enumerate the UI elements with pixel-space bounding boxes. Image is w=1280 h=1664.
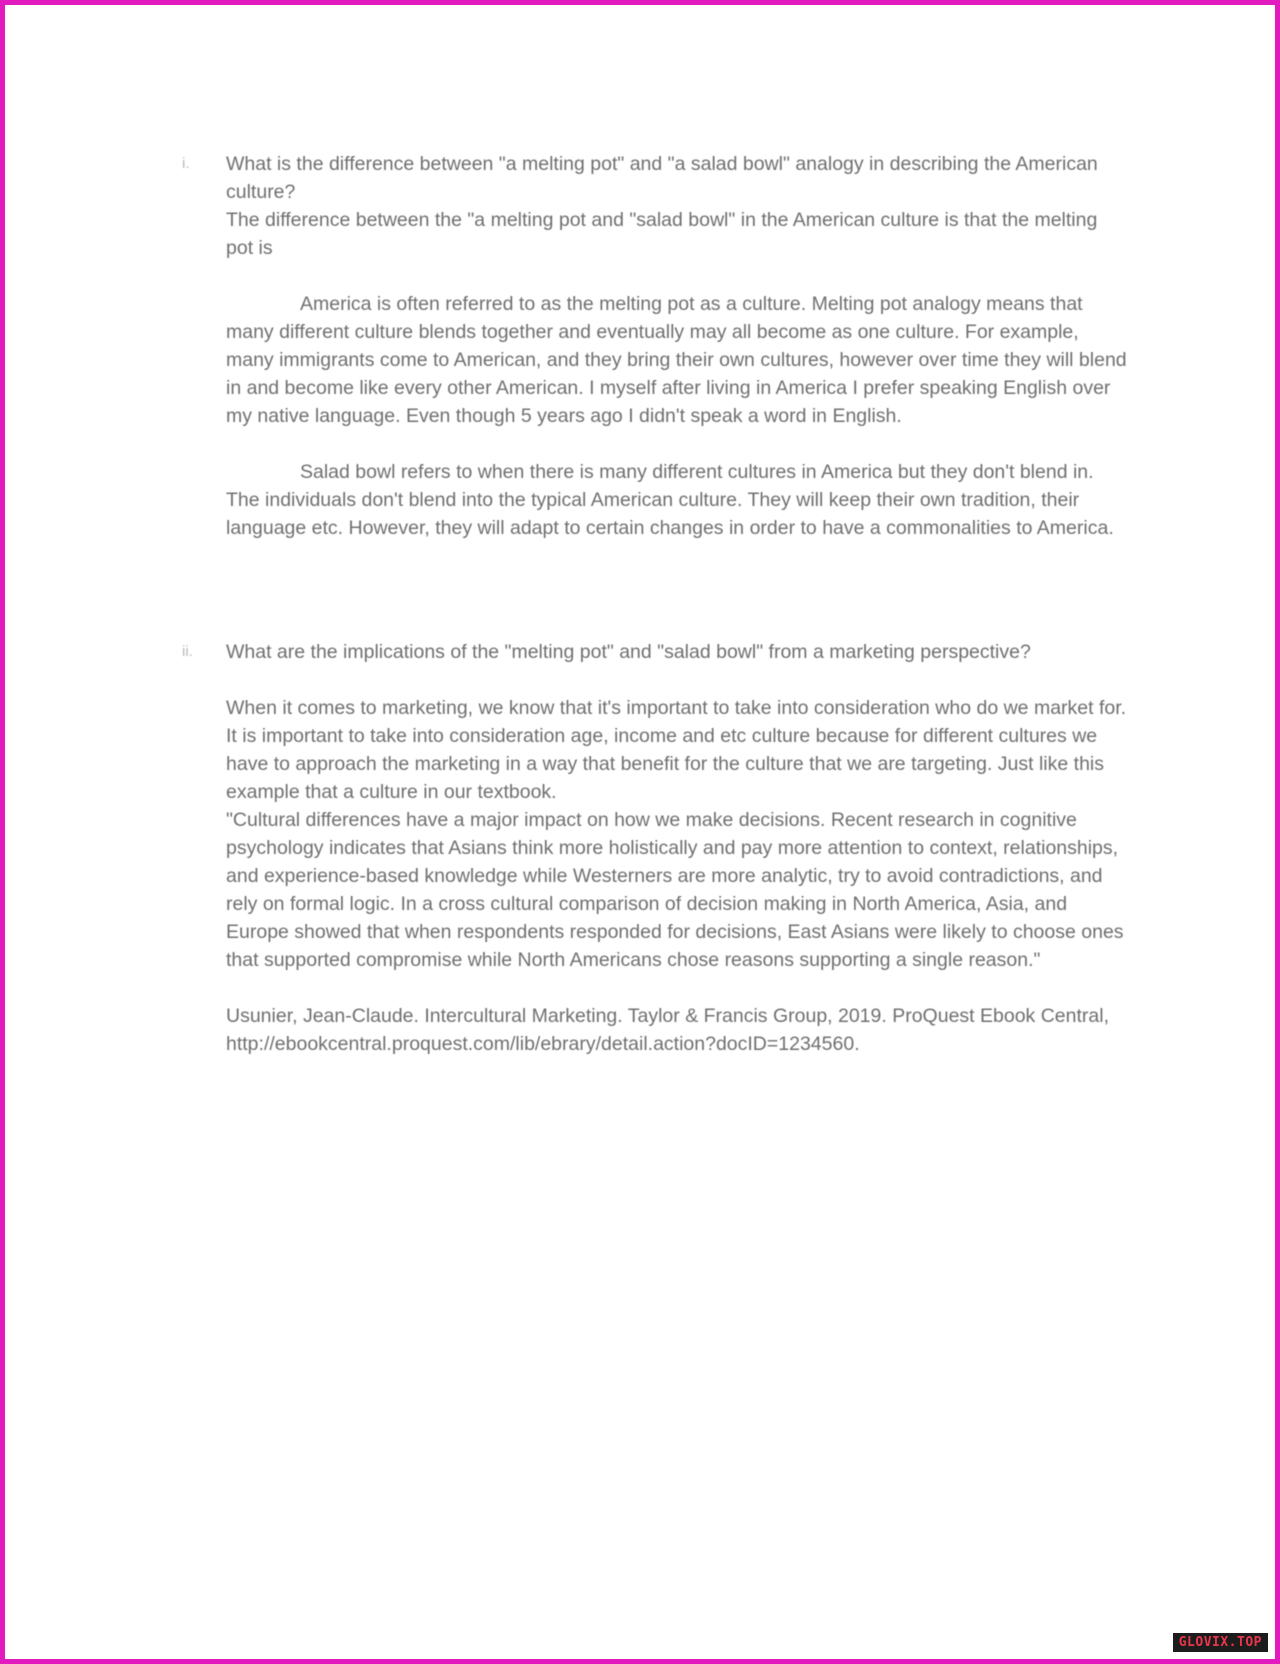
question-1-marker: i. <box>182 155 190 172</box>
question-2-text: What are the implications of the "melting pot" and "salad bowl" from a marketing perspective? <box>226 641 1031 663</box>
question-1-text: What is the difference between "a melting pot" and "a salad bowl" analogy in describing the American culture? <box>226 153 1098 203</box>
textbook-quote: "Cultural differences have a major impact on how we make decisions. Recent research in cognitive psychology indicates that Asians think more holistically and pay more attention to context, relationships, and experience-based knowledge while Westerners are more analytic, try to avoid contradictions, and rely on formal logic. In a cross cultural comparison of decision making in North America, Asia, and Europe showed that when respondents responded for decisions, East Asians were likely to choose ones that supported compromise while North Americans chose reasons supporting a single reason." <box>226 809 1124 971</box>
salad-bowl-paragraph: Salad bowl refers to when there is many different cultures in America but they don't blend in. The individuals don't blend into the typical American culture. They will keep their own tradition, their language etc. However, they will adapt to certain changes in order to have a commonalities to America. <box>226 461 1114 539</box>
document-page <box>168 150 1128 1058</box>
question-1 <box>168 150 1128 206</box>
question-2 <box>168 638 1128 666</box>
melting-pot-paragraph: America is often referred to as the melting pot as a culture. Melting pot analogy means that many different culture blends together and eventually may all become as one culture. For example, many immigrants come to American, and they bring their own cultures, however over time they will blend in and become like every other American. I myself after living in America I prefer speaking English over my native language. Even though 5 years ago I didn't speak a word in English. <box>226 293 1127 427</box>
question-1-answer-lead: The difference between the "a melting pot and "salad bowl" in the American culture is that the melting pot is <box>226 209 1098 259</box>
marketing-paragraph: When it comes to marketing, we know that it's important to take into consideration who do we market for. It is important to take into consideration age, income and etc culture because for different cultures we have to approach the marketing in a way that benefit for the culture that we are targeting. Just like this example that a culture in our textbook. <box>226 697 1127 803</box>
question-2-marker: ii. <box>182 643 193 660</box>
watermark: GLOVIX.TOP <box>1173 1633 1268 1652</box>
citation: Usunier, Jean-Claude. Intercultural Marketing. Taylor & Francis Group, 2019. ProQuest Ebook Central, http://ebookcentral.proquest.com/lib/ebrary/detail.action?docID=1234560. <box>226 1005 1109 1055</box>
